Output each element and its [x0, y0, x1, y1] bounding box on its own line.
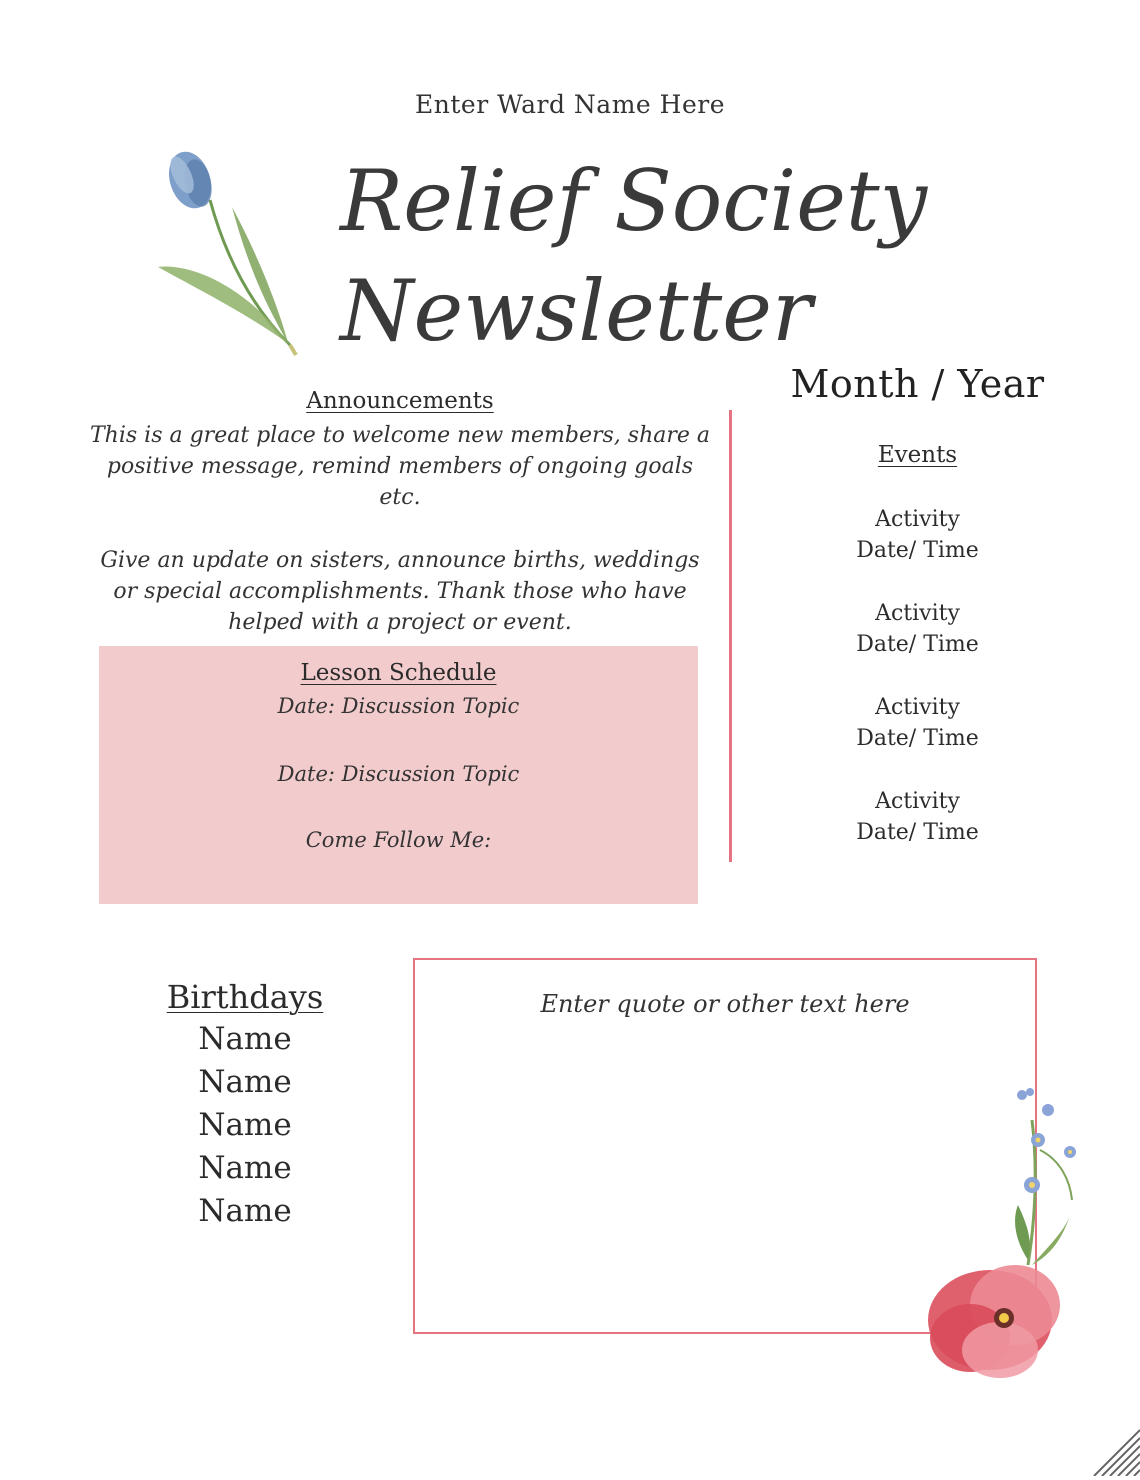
event-datetime: Date/ Time	[856, 538, 979, 563]
month-year: Month / Year	[790, 362, 1045, 406]
announcements-body	[90, 420, 710, 670]
event-item	[780, 598, 1055, 692]
event-activity: Activity	[875, 789, 960, 814]
events-list	[780, 504, 1055, 880]
birthday-name: Name	[198, 1150, 292, 1186]
birthday-name: Name	[198, 1107, 292, 1143]
event-activity: Activity	[875, 695, 960, 720]
announcement-paragraph: Give an update on sisters, announce births, weddings or special accomplishments. Thank those who have helped with a project or event.	[100, 548, 700, 635]
birthday-name: Name	[198, 1193, 292, 1229]
events-heading: Events	[877, 442, 958, 468]
column-divider	[729, 410, 732, 862]
quote-text: Enter quote or other text here	[540, 990, 910, 1018]
event-activity: Activity	[875, 507, 960, 532]
lesson-schedule-heading: Lesson Schedule	[300, 660, 497, 686]
lesson-item: Date: Discussion Topic	[277, 762, 520, 786]
event-datetime: Date/ Time	[856, 632, 979, 657]
corner-stripes-icon	[1090, 1426, 1140, 1476]
announcement-paragraph: This is a great place to welcome new members, share a positive message, remind members of ongoing goals etc.	[90, 423, 711, 510]
ward-name: Enter Ward Name Here	[415, 90, 725, 119]
lesson-item: Come Follow Me:	[305, 828, 492, 852]
event-activity: Activity	[875, 601, 960, 626]
birthday-name: Name	[198, 1064, 292, 1100]
title-line-2: Newsletter	[340, 262, 813, 360]
birthday-name: Name	[198, 1021, 292, 1057]
event-datetime: Date/ Time	[856, 726, 979, 751]
event-item	[780, 504, 1055, 598]
blue-tulip-icon	[150, 145, 310, 360]
lesson-item: Date: Discussion Topic	[277, 694, 520, 718]
birthdays-list	[130, 1018, 360, 1233]
title-line-1: Relief Society	[340, 152, 928, 250]
newsletter-title	[330, 135, 930, 365]
event-item	[780, 692, 1055, 786]
lesson-schedule-box	[99, 646, 698, 904]
poppy-flowers-icon	[920, 1080, 1095, 1390]
event-item	[780, 786, 1055, 880]
birthdays-heading: Birthdays	[166, 978, 324, 1016]
event-datetime: Date/ Time	[856, 820, 979, 845]
announcements-heading: Announcements	[306, 388, 494, 414]
